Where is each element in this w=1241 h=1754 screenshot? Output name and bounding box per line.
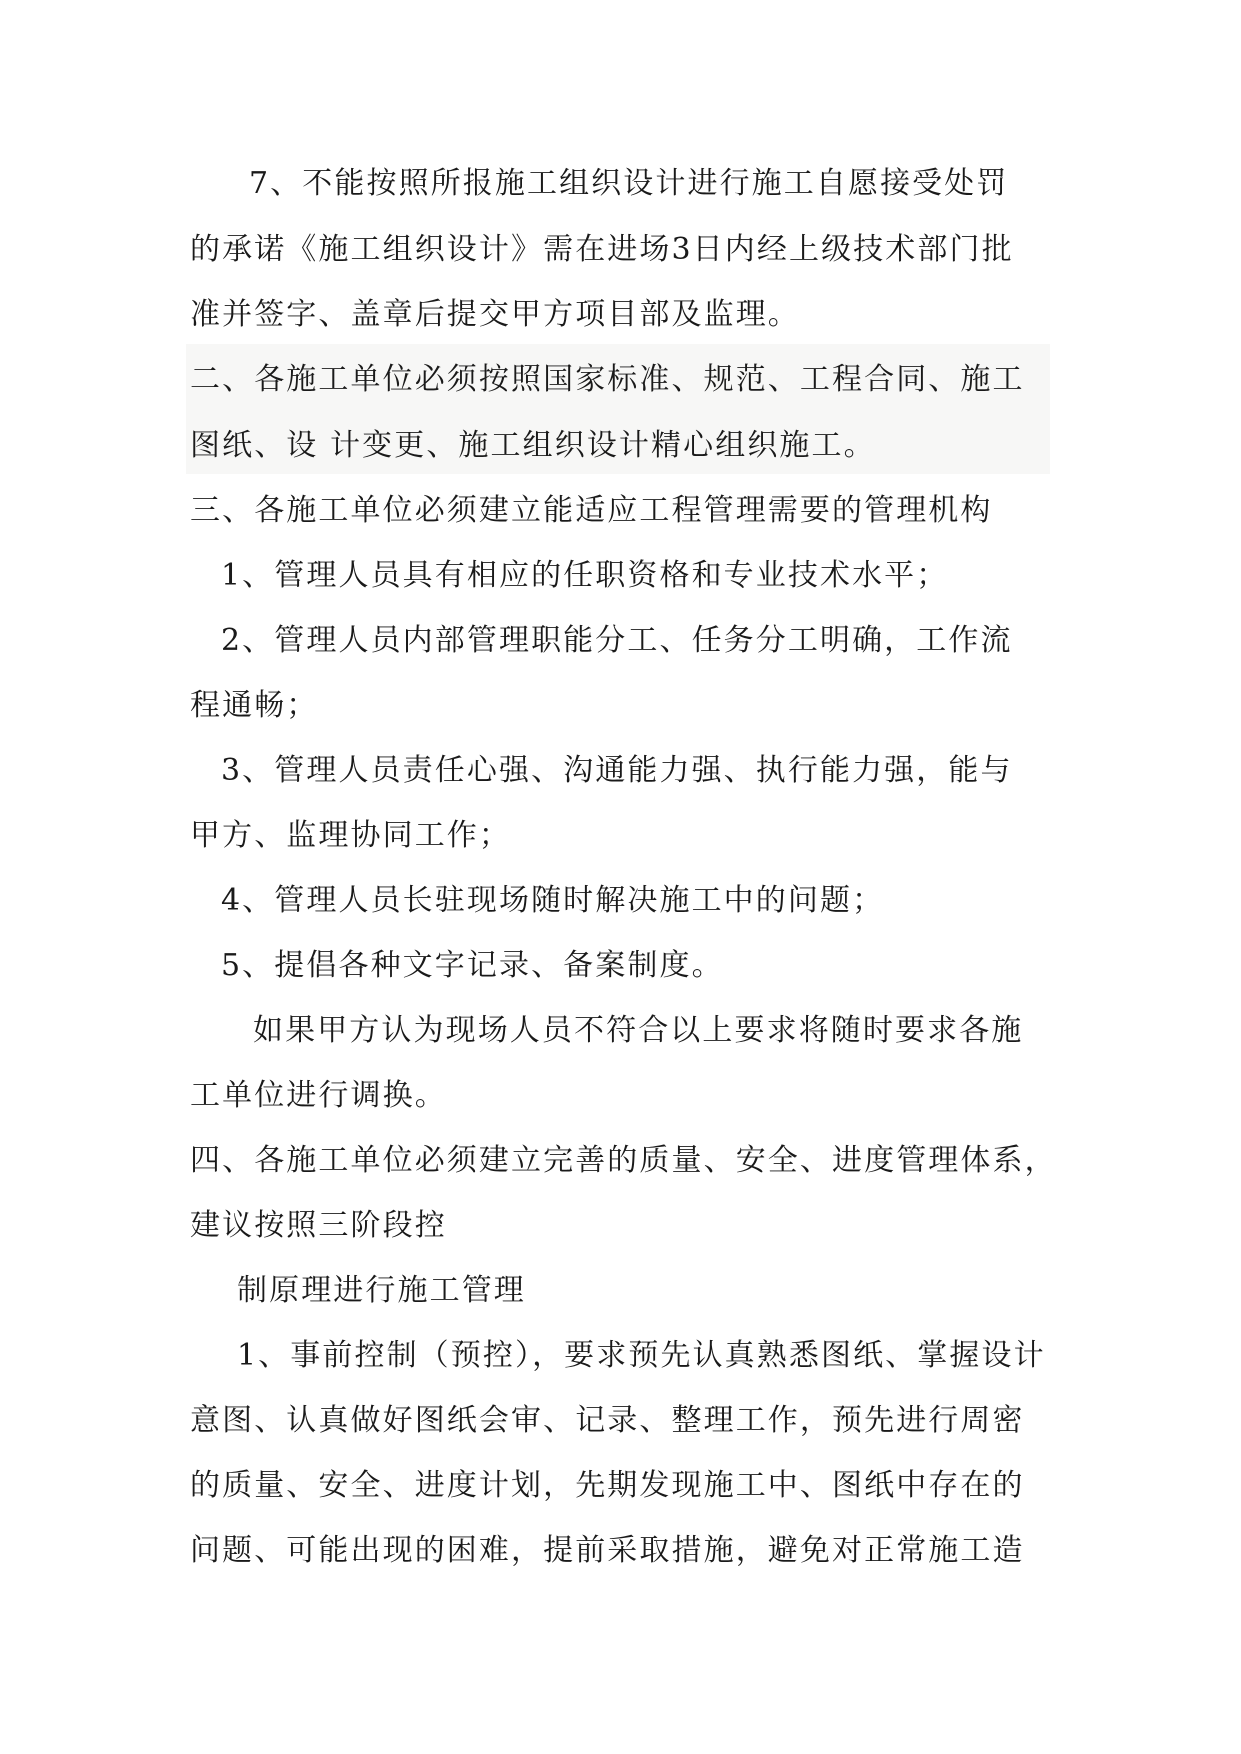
text-line: 图纸、设 计变更、施工组织设计精心组织施工。 (190, 428, 876, 463)
text-line: 3、管理人员责任心强、沟通能力强、执行能力强，能与 (221, 753, 1013, 788)
text-line: 三、各施工单位必须建立能适应工程管理需要的管理机构 (190, 493, 993, 528)
text-line: 7、不能按照所报施工组织设计进行施工自愿接受处罚 (249, 166, 1009, 201)
text-line: 制原理进行施工管理 (237, 1273, 526, 1308)
text-line: 四、各施工单位必须建立完善的质量、安全、进度管理体系， (190, 1143, 1057, 1178)
text-line: 5、提倡各种文字记录、备案制度。 (221, 948, 724, 983)
text-line: 甲方、监理协同工作； (190, 818, 511, 853)
text-line: 1、事前控制（预控），要求预先认真熟悉图纸、掌握设计 (237, 1338, 1046, 1373)
text-line: 4、管理人员长驻现场随时解决施工中的问题； (221, 883, 885, 918)
text-line: 问题、可能出现的困难，提前采取措施，避免对正常施工造 (190, 1533, 1025, 1568)
text-line: 2、管理人员内部管理职能分工、任务分工明确，工作流 (221, 623, 1013, 658)
text-line: 1、管理人员具有相应的任职资格和专业技术水平； (221, 558, 949, 593)
text-line: 程通畅； (190, 688, 319, 723)
text-line: 意图、认真做好图纸会审、记录、整理工作，预先进行周密 (190, 1403, 1025, 1438)
text-line: 工单位进行调换。 (190, 1078, 447, 1113)
text-line: 的承诺《施工组织设计》需在进场3日内经上级技术部门批 (190, 232, 1014, 267)
text-line: 的质量、安全、进度计划，先期发现施工中、图纸中存在的 (190, 1468, 1025, 1503)
text-line: 二、各施工单位必须按照国家标准、规范、工程合同、施工 (190, 362, 1025, 397)
text-line: 如果甲方认为现场人员不符合以上要求将随时要求各施 (253, 1013, 1024, 1048)
text-line: 建议按照三阶段控 (190, 1208, 447, 1243)
text-line: 准并签字、盖章后提交甲方项目部及监理。 (190, 297, 800, 332)
